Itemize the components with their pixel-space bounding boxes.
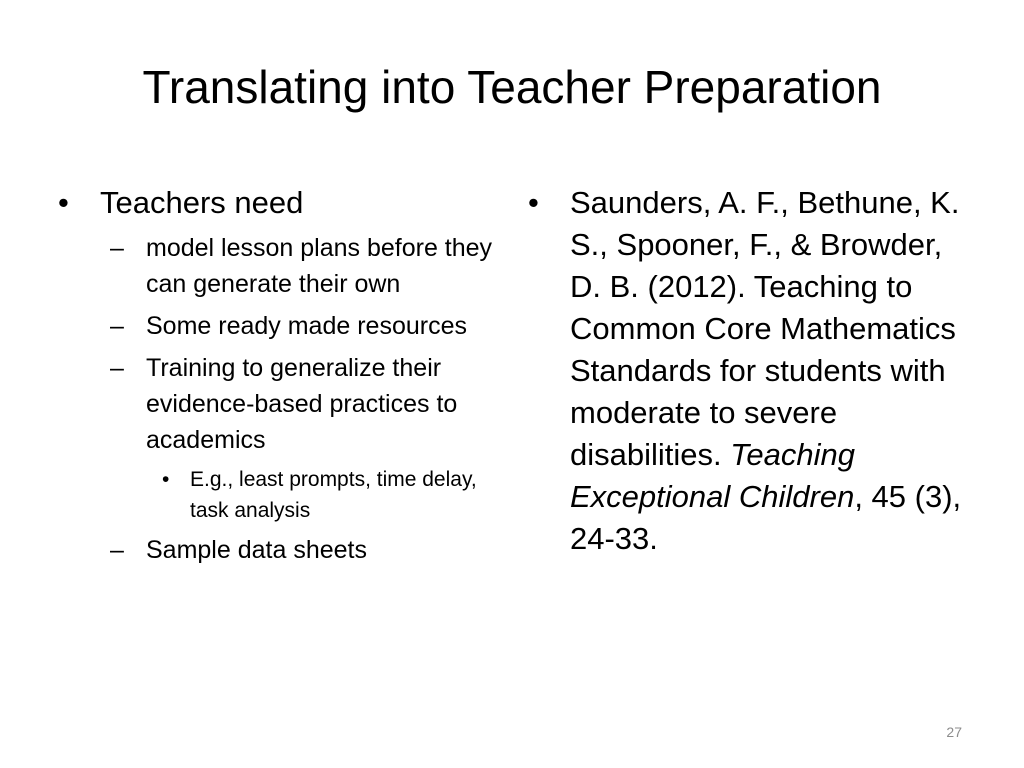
dash-icon: – [110,536,124,564]
sub-bullet-text: Sample data sheets [146,536,367,564]
citation-text: Saunders, A. F., Bethune, K. S., Spooner, F., & Browder, D. B. (2012). Teaching to Common Core Mathematics Standards for students with moderate to severe disabilities. [570,185,960,472]
dash-icon: – [110,234,124,262]
sub-bullet-text: Some ready made resources [146,312,467,340]
sub-bullet-text: model lesson plans before they can generate their own [146,234,493,298]
page-number: 27 [946,724,962,740]
right-column [528,182,968,560]
sub-bullet [58,532,498,568]
bullet-icon: • [58,185,69,220]
citation-bullet [528,182,968,560]
dash-icon: – [110,354,124,382]
bullet-icon: • [162,468,170,491]
citation-journal: Teaching Exceptional Children [570,437,855,514]
dash-icon: – [110,312,124,340]
sub-sub-bullet-text: E.g., least prompts, time delay, task analysis [190,468,477,522]
bullet-text: Teachers need [100,185,304,220]
sub-bullet-text: Training to generalize their evidence-based practices to academics [146,354,458,454]
bullet-teachers-need [58,182,498,224]
bullet-icon: • [528,185,539,220]
sub-bullet [58,350,498,458]
sub-bullet [58,230,498,302]
citation-volume-pages: , 45 (3), 24-33. [570,479,962,556]
sub-bullet [58,308,498,344]
left-column [58,182,498,568]
sub-sub-bullet [58,464,498,526]
slide-title: Translating into Teacher Preparation [142,61,882,113]
